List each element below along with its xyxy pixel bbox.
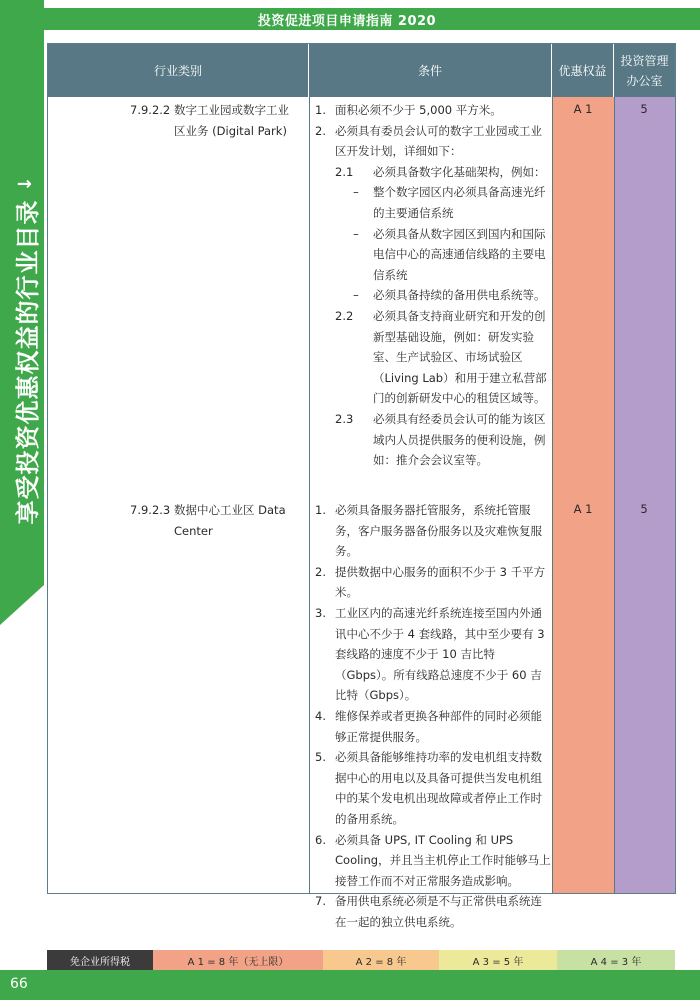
dash-item: – 必须具备从数字园区到国内和国际电信中心的高速通信线路的主要电信系统 bbox=[353, 226, 546, 282]
legend-item-a4: A 4 = 3 年 bbox=[557, 950, 675, 970]
header-title-box bbox=[232, 8, 462, 30]
list-item: 4. 维修保养或者更换各种部件的同时必须能够正常提供服务。 bbox=[315, 708, 542, 744]
side-title bbox=[5, 135, 45, 565]
column-divider bbox=[309, 97, 310, 893]
header-benefits: 优惠权益 bbox=[552, 44, 614, 97]
page-number: 66 bbox=[10, 976, 28, 992]
office-value: 5 bbox=[640, 102, 648, 116]
sub-item: 2.3 必须具有经委员会认可的能为该区域内人员提供服务的便利设施，例如：推介会会议室等。 bbox=[335, 411, 546, 468]
benefit-value: A 1 bbox=[573, 502, 593, 516]
footer-bar bbox=[0, 970, 700, 1000]
legend-item-a3: A 3 = 5 年 bbox=[439, 950, 557, 970]
list-item: 1. 必须具备服务器托管服务，系统托管服务，客户服务器备份服务以及灾难恢复服务。 bbox=[315, 503, 542, 559]
header-industry: 行业类别 bbox=[48, 44, 309, 97]
list-item: 2. 必须具有委员会认可的数字工业园或工业区开发计划，详细如下： bbox=[315, 123, 542, 159]
legend-item-a1: A 1 = 8 年（无上限） bbox=[153, 950, 323, 970]
conditions-list bbox=[315, 100, 551, 471]
benefit-legend bbox=[47, 950, 675, 970]
sub-item: 2.1 必须具备数字化基础架构，例如： bbox=[335, 164, 546, 179]
legend-item-a2: A 2 = 8 年 bbox=[323, 950, 439, 970]
header-office bbox=[614, 44, 675, 97]
arrow-down-icon: ↓ bbox=[14, 175, 36, 192]
office-value: 5 bbox=[640, 502, 648, 516]
side-title-text: 享受投资优惠权益的行业目录 bbox=[13, 199, 42, 525]
list-item: 1. 面积必须不少于 5,000 平方米。 bbox=[315, 103, 502, 117]
sub-item: 2.2 必须具备支持商业研究和开发的创新型基础设施，例如：研发实验室、生产试验区、市场试验区（Living Lab）和用于建立私营部门的创新研发中心的租赁区域等。 bbox=[335, 308, 547, 406]
list-item: 5. 必须具备能够维持功率的发电机组支持数据中心的用电以及具备可提供当发电机组中的某个发电机出现故障或者停止工作时的备用系统。 bbox=[315, 750, 542, 826]
list-item: 2. 提供数据中心服务的面积不少于 3 千平方米。 bbox=[315, 564, 546, 600]
header-conditions: 条件 bbox=[309, 44, 552, 97]
table-header bbox=[48, 44, 675, 97]
industry-table bbox=[47, 43, 676, 929]
list-item: 6. 必须具备 UPS, IT Cooling 和 UPS Cooling，并且当主机停止工作时能够马上接替工作而不对正常服务造成影响。 bbox=[315, 832, 551, 888]
header-office-line2: 办公室 bbox=[626, 73, 663, 88]
list-item: 7. 备用供电系统必须是不与正常供电系统连在一起的独立供电系统。 bbox=[315, 894, 542, 929]
item-code: 7.9.2.2 bbox=[130, 103, 171, 117]
item-name: 数字工业园或数字工业区业务 (Digital Park) bbox=[174, 103, 289, 138]
office-column bbox=[614, 97, 675, 893]
item-code: 7.9.2.3 bbox=[130, 503, 171, 517]
item-name: 数据中心工业区 Data Center bbox=[174, 503, 286, 538]
benefit-value: A 1 bbox=[573, 102, 593, 116]
column-divider bbox=[614, 97, 615, 893]
header-office-line1: 投资管理 bbox=[620, 53, 669, 68]
column-divider bbox=[552, 97, 553, 893]
dash-item: – 整个数字园区内必须具备高速光纤的主要通信系统 bbox=[353, 185, 546, 220]
dash-item: – 必须具备持续的备用供电系统等。 bbox=[353, 288, 546, 303]
conditions-list bbox=[315, 500, 551, 932]
header-title: 投资促进项目申请指南 2020 bbox=[257, 13, 437, 29]
list-item: 3. 工业区内的高速光纤系统连接至国内外通讯中心不少于 4 套线路，其中至少要有 3 套线路的速度不少于 10 吉比特（Gbps）。所有线路总速度不少于 60 吉比特（Gbps）。 bbox=[315, 605, 545, 703]
legend-item-tax: 免企业所得税 bbox=[47, 950, 153, 970]
benefit-column bbox=[552, 97, 614, 893]
